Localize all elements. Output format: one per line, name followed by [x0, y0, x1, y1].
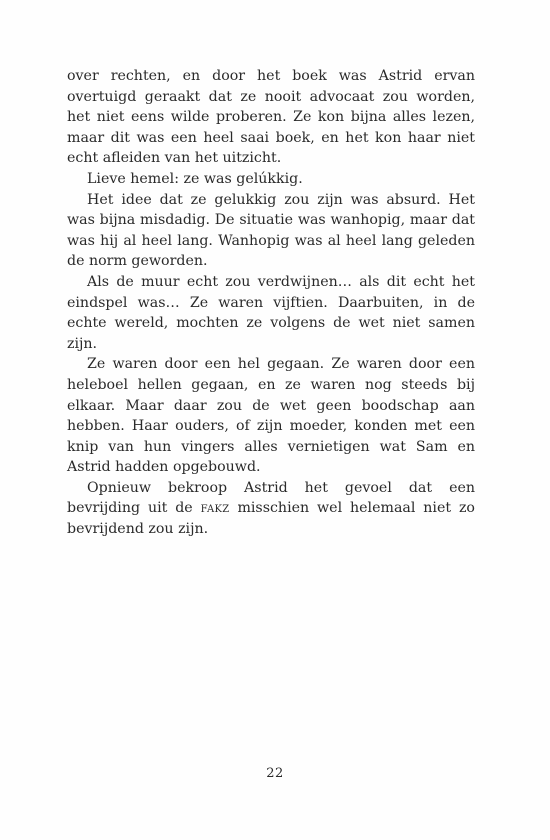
page-number: 22: [266, 766, 284, 781]
paragraph-6-after: misschien wel helemaal niet zo bevrijdend zou zijn.: [67, 500, 475, 538]
body-text: [67, 66, 475, 540]
paragraph-5: Ze waren door een hel gegaan. Ze waren door een heleboel hellen gegaan, en ze waren nog steeds bij elkaar. Maar daar zou de wet geen boodschap aan hebben. Haar ouders, of zijn moeder, konden met een knip van hun vingers alles vernietigen wat Sam en Astrid hadden opgebouwd.: [67, 356, 475, 476]
paragraph-1: over rechten, en door het boek was Astrid ervan overtuigd geraakt dat ze nooit advocaat zou worden, het niet eens wilde proberen. Ze kon bijna alles lezen, maar dit was een heel saai boek, en het kon haar niet echt afleiden van het uitzicht.: [67, 68, 475, 167]
paragraph-6-before: Opnieuw bekroop Astrid het gevoel dat een bevrijding uit de: [67, 479, 475, 517]
paragraph-6: [67, 478, 475, 540]
fakz-small-caps: fakz: [200, 500, 230, 517]
paragraph-2: Lieve hemel: ze was gelúkkig.: [87, 170, 303, 187]
paragraph-4: Als de muur echt zou verdwijnen… als dit echt het eindspel was… Ze waren vijftien. Daarbuiten, in de echte wereld, mochten ze volgens de wet niet samen zijn.: [67, 273, 475, 352]
paragraph-3: Het idee dat ze gelukkig zou zijn was absurd. Het was bijna misdadig. De situatie was wanhopig, maar dat was hij al heel lang. Wanhopig was al heel lang geleden de norm geworden.: [67, 191, 475, 270]
